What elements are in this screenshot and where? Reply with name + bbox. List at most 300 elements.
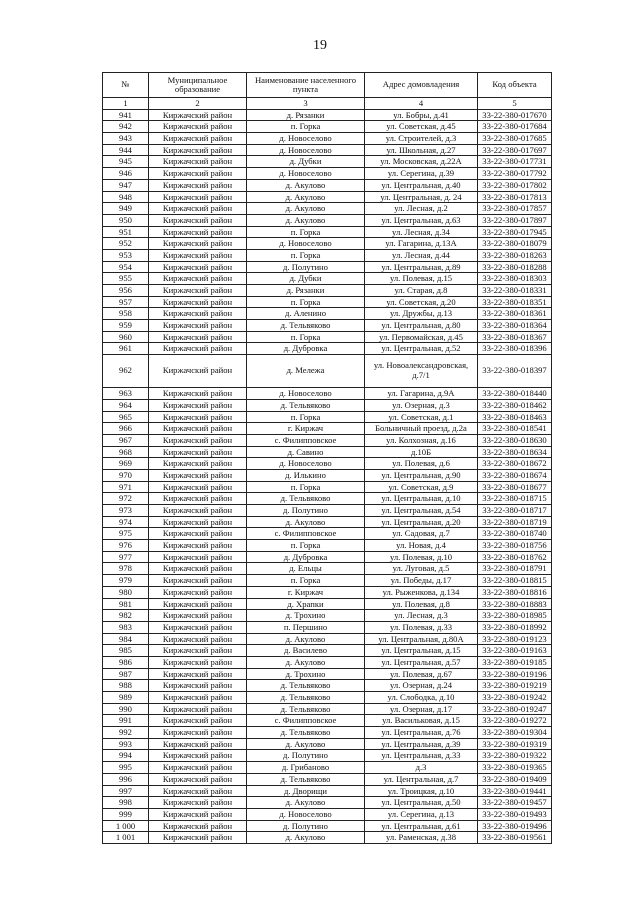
address-cell: ул. Центральная, д.10 xyxy=(365,493,478,505)
settlement-cell: г. Киржач xyxy=(247,586,365,598)
address-cell: Больничный проезд, д.2а xyxy=(365,423,478,435)
row-number: 996 xyxy=(103,773,149,785)
object-code-cell: 33-22-380-017813 xyxy=(478,191,552,203)
municipality-cell: Киржачский район xyxy=(149,458,247,470)
settlement-cell: д. Новоселово xyxy=(247,144,365,156)
object-code-cell: 33-22-380-018462 xyxy=(478,399,552,411)
municipality-cell: Киржачский район xyxy=(149,411,247,423)
municipality-cell: Киржачский район xyxy=(149,133,247,145)
municipality-cell: Киржачский район xyxy=(149,121,247,133)
row-number: 958 xyxy=(103,308,149,320)
municipality-cell: Киржачский район xyxy=(149,645,247,657)
address-cell: ул. Троицкая, д.10 xyxy=(365,785,478,797)
row-number: 995 xyxy=(103,762,149,774)
object-code-cell: 33-22-380-019441 xyxy=(478,785,552,797)
settlement-cell: д. Новоселово xyxy=(247,133,365,145)
object-code-cell: 33-22-380-017897 xyxy=(478,214,552,226)
settlement-cell: д. Рязанки xyxy=(247,109,365,121)
row-number: 963 xyxy=(103,388,149,400)
municipality-cell: Киржачский район xyxy=(149,598,247,610)
row-number: 984 xyxy=(103,633,149,645)
municipality-cell: Киржачский район xyxy=(149,191,247,203)
table-row xyxy=(103,773,552,785)
municipality-cell: Киржачский район xyxy=(149,528,247,540)
settlement-cell: д. Новоселово xyxy=(247,238,365,250)
row-number: 949 xyxy=(103,203,149,215)
row-number: 946 xyxy=(103,168,149,180)
table-row xyxy=(103,144,552,156)
table-row xyxy=(103,226,552,238)
municipality-cell: Киржачский район xyxy=(149,469,247,481)
address-cell: ул. Гагарина, д.13А xyxy=(365,238,478,250)
settlement-cell: д. Дубровка xyxy=(247,551,365,563)
object-code-cell: 33-22-380-019242 xyxy=(478,692,552,704)
header-settlement: Наименование населенного пункта xyxy=(247,73,365,98)
municipality-cell: Киржачский район xyxy=(149,179,247,191)
table-row xyxy=(103,469,552,481)
object-code-cell: 33-22-380-019457 xyxy=(478,797,552,809)
table-row xyxy=(103,762,552,774)
table-row xyxy=(103,285,552,297)
address-cell: ул. Серегина, д.39 xyxy=(365,168,478,180)
settlement-cell: д. Храпки xyxy=(247,598,365,610)
settlement-cell: д. Новоселово xyxy=(247,168,365,180)
row-number: 988 xyxy=(103,680,149,692)
object-code-cell: 33-22-380-019219 xyxy=(478,680,552,692)
municipality-cell: Киржачский район xyxy=(149,399,247,411)
row-number: 990 xyxy=(103,703,149,715)
object-code-cell: 33-22-380-018440 xyxy=(478,388,552,400)
row-number: 985 xyxy=(103,645,149,657)
row-number: 989 xyxy=(103,692,149,704)
address-cell: ул. Озерная, д.3 xyxy=(365,399,478,411)
municipality-cell: Киржачский район xyxy=(149,656,247,668)
settlement-cell: д. Дворищи xyxy=(247,785,365,797)
table-row xyxy=(103,179,552,191)
address-cell: ул. Новая, д.4 xyxy=(365,540,478,552)
settlement-cell: д. Акулово xyxy=(247,179,365,191)
object-code-cell: 33-22-380-018288 xyxy=(478,261,552,273)
municipality-cell: Киржачский район xyxy=(149,505,247,517)
row-number: 953 xyxy=(103,249,149,261)
object-code-cell: 33-22-380-018630 xyxy=(478,434,552,446)
object-code-cell: 33-22-380-019123 xyxy=(478,633,552,645)
object-code-cell: 33-22-380-018367 xyxy=(478,331,552,343)
municipality-cell: Киржачский район xyxy=(149,785,247,797)
table-row xyxy=(103,575,552,587)
object-code-cell: 33-22-380-019272 xyxy=(478,715,552,727)
address-cell: ул. Лесная, д.34 xyxy=(365,226,478,238)
object-code-cell: 33-22-380-019163 xyxy=(478,645,552,657)
table-row xyxy=(103,493,552,505)
table-row xyxy=(103,481,552,493)
municipality-cell: Киржачский район xyxy=(149,156,247,168)
settlement-cell: п. Горка xyxy=(247,226,365,238)
address-cell: ул. Центральная, д.61 xyxy=(365,820,478,832)
address-cell: ул. Центральная, д.90 xyxy=(365,469,478,481)
address-cell: ул. Строителей, д.3 xyxy=(365,133,478,145)
municipality-cell: Киржачский район xyxy=(149,680,247,692)
municipality-cell: Киржачский район xyxy=(149,832,247,844)
table-row xyxy=(103,355,552,388)
settlement-cell: п. Горка xyxy=(247,540,365,552)
object-code-cell: 33-22-380-018717 xyxy=(478,505,552,517)
settlement-cell: п. Першино xyxy=(247,621,365,633)
address-cell: ул. Победы, д.17 xyxy=(365,575,478,587)
municipality-cell: Киржачский район xyxy=(149,423,247,435)
object-code-cell: 33-22-380-018361 xyxy=(478,308,552,320)
settlement-cell: п. Горка xyxy=(247,296,365,308)
object-code-cell: 33-22-380-018303 xyxy=(478,273,552,285)
settlement-cell: д. Дубки xyxy=(247,156,365,168)
address-cell: ул. Полевая, д.33 xyxy=(365,621,478,633)
settlement-cell: д. Полутино xyxy=(247,750,365,762)
address-cell: ул. Центральная, д.57 xyxy=(365,656,478,668)
row-number: 955 xyxy=(103,273,149,285)
address-cell: ул. Центральная, д.7 xyxy=(365,773,478,785)
row-number: 942 xyxy=(103,121,149,133)
address-cell: ул. Советская, д.20 xyxy=(365,296,478,308)
row-number: 952 xyxy=(103,238,149,250)
row-number: 965 xyxy=(103,411,149,423)
address-cell: ул. Центральная, д. 24 xyxy=(365,191,478,203)
address-cell: ул. Московская, д.22А xyxy=(365,156,478,168)
object-code-cell: 33-22-380-019493 xyxy=(478,808,552,820)
address-cell: ул. Центральная, д.50 xyxy=(365,797,478,809)
municipality-cell: Киржачский район xyxy=(149,563,247,575)
row-number: 961 xyxy=(103,343,149,355)
row-number: 966 xyxy=(103,423,149,435)
settlement-cell: д. Трохино xyxy=(247,610,365,622)
table-row xyxy=(103,797,552,809)
settlement-cell: д. Ельцы xyxy=(247,563,365,575)
address-cell: ул. Колхозная, д.16 xyxy=(365,434,478,446)
object-code-cell: 33-22-380-018463 xyxy=(478,411,552,423)
row-number: 976 xyxy=(103,540,149,552)
table-row xyxy=(103,411,552,423)
address-cell: ул. Центральная, д.89 xyxy=(365,261,478,273)
object-code-cell: 33-22-380-018541 xyxy=(478,423,552,435)
settlement-cell: д. Дубровка xyxy=(247,343,365,355)
row-number: 991 xyxy=(103,715,149,727)
table-row xyxy=(103,458,552,470)
address-cell: д.10Б xyxy=(365,446,478,458)
row-number: 969 xyxy=(103,458,149,470)
column-number: 4 xyxy=(365,98,478,110)
municipality-cell: Киржачский район xyxy=(149,808,247,820)
settlement-cell: д. Новоселово xyxy=(247,388,365,400)
settlement-cell: д. Дубки xyxy=(247,273,365,285)
object-code-cell: 33-22-380-018677 xyxy=(478,481,552,493)
municipality-cell: Киржачский район xyxy=(149,797,247,809)
row-number: 974 xyxy=(103,516,149,528)
settlement-cell: д. Тельвяково xyxy=(247,320,365,332)
object-code-cell: 33-22-380-018351 xyxy=(478,296,552,308)
address-cell: ул. Советская, д.9 xyxy=(365,481,478,493)
row-number: 986 xyxy=(103,656,149,668)
object-code-cell: 33-22-380-018791 xyxy=(478,563,552,575)
object-code-cell: 33-22-380-018263 xyxy=(478,249,552,261)
row-number: 983 xyxy=(103,621,149,633)
row-number: 975 xyxy=(103,528,149,540)
row-number: 1 000 xyxy=(103,820,149,832)
row-number: 971 xyxy=(103,481,149,493)
row-number: 962 xyxy=(103,355,149,388)
address-cell: ул. Полевая, д.15 xyxy=(365,273,478,285)
row-number: 944 xyxy=(103,144,149,156)
address-cell: ул. Центральная, д.80А xyxy=(365,633,478,645)
address-cell: ул. Полевая, д.8 xyxy=(365,598,478,610)
object-code-cell: 33-22-380-019365 xyxy=(478,762,552,774)
table-row xyxy=(103,633,552,645)
row-number: 947 xyxy=(103,179,149,191)
settlement-cell: д. Илькино xyxy=(247,469,365,481)
address-cell: ул. Озерная, д.17 xyxy=(365,703,478,715)
municipality-cell: Киржачский район xyxy=(149,296,247,308)
object-code-cell: 33-22-380-018992 xyxy=(478,621,552,633)
settlement-cell: д. Василево xyxy=(247,645,365,657)
table-row xyxy=(103,528,552,540)
object-code-cell: 33-22-380-019247 xyxy=(478,703,552,715)
municipality-cell: Киржачский район xyxy=(149,540,247,552)
table-row xyxy=(103,610,552,622)
address-cell: ул. Полевая, д.6 xyxy=(365,458,478,470)
table-row xyxy=(103,727,552,739)
object-code-cell: 33-22-380-017670 xyxy=(478,109,552,121)
object-code-cell: 33-22-380-018985 xyxy=(478,610,552,622)
settlement-cell: п. Горка xyxy=(247,481,365,493)
object-code-cell: 33-22-380-018883 xyxy=(478,598,552,610)
settlement-cell: д. Мележа xyxy=(247,355,365,388)
address-cell: ул. Школьная, д.27 xyxy=(365,144,478,156)
row-number: 997 xyxy=(103,785,149,797)
register-table xyxy=(102,72,552,844)
table-row xyxy=(103,133,552,145)
settlement-cell: п. Горка xyxy=(247,121,365,133)
row-number: 941 xyxy=(103,109,149,121)
municipality-cell: Киржачский район xyxy=(149,238,247,250)
municipality-cell: Киржачский район xyxy=(149,273,247,285)
row-number: 977 xyxy=(103,551,149,563)
table-row xyxy=(103,388,552,400)
object-code-cell: 33-22-380-017802 xyxy=(478,179,552,191)
table-row xyxy=(103,692,552,704)
row-number: 967 xyxy=(103,434,149,446)
column-number: 5 xyxy=(478,98,552,110)
object-code-cell: 33-22-380-017857 xyxy=(478,203,552,215)
table-row xyxy=(103,656,552,668)
address-cell: ул. Центральная, д.76 xyxy=(365,727,478,739)
header-municipality: Муниципальное образование xyxy=(149,73,247,98)
row-number: 979 xyxy=(103,575,149,587)
address-cell: ул. Центральная, д.63 xyxy=(365,214,478,226)
table-row xyxy=(103,668,552,680)
object-code-cell: 33-22-380-018397 xyxy=(478,355,552,388)
table-body xyxy=(103,109,552,843)
table-row xyxy=(103,598,552,610)
municipality-cell: Киржачский район xyxy=(149,203,247,215)
municipality-cell: Киржачский район xyxy=(149,738,247,750)
settlement-cell: с. Филипповское xyxy=(247,434,365,446)
municipality-cell: Киржачский район xyxy=(149,668,247,680)
municipality-cell: Киржачский район xyxy=(149,715,247,727)
row-number: 998 xyxy=(103,797,149,809)
table-row xyxy=(103,832,552,844)
settlement-cell: д. Акулово xyxy=(247,656,365,668)
row-number: 951 xyxy=(103,226,149,238)
address-cell: ул. Озерная, д.24 xyxy=(365,680,478,692)
address-cell: ул. Центральная, д.15 xyxy=(365,645,478,657)
address-cell: ул. Центральная, д.80 xyxy=(365,320,478,332)
address-cell: ул. Центральная, д.33 xyxy=(365,750,478,762)
municipality-cell: Киржачский район xyxy=(149,331,247,343)
object-code-cell: 33-22-380-018672 xyxy=(478,458,552,470)
table-row xyxy=(103,423,552,435)
address-cell: ул. Лесная, д.44 xyxy=(365,249,478,261)
address-cell: ул. Старая, д.8 xyxy=(365,285,478,297)
municipality-cell: Киржачский район xyxy=(149,575,247,587)
table-row xyxy=(103,168,552,180)
address-cell: ул. Советская, д.1 xyxy=(365,411,478,423)
municipality-cell: Киржачский район xyxy=(149,261,247,273)
settlement-cell: с. Филипповское xyxy=(247,528,365,540)
row-number: 968 xyxy=(103,446,149,458)
municipality-cell: Киржачский район xyxy=(149,109,247,121)
page-number: 19 xyxy=(313,38,327,53)
municipality-cell: Киржачский район xyxy=(149,516,247,528)
settlement-cell: д. Тельвяково xyxy=(247,727,365,739)
row-number: 973 xyxy=(103,505,149,517)
object-code-cell: 33-22-380-019304 xyxy=(478,727,552,739)
object-code-cell: 33-22-380-017792 xyxy=(478,168,552,180)
settlement-cell: д. Акулово xyxy=(247,516,365,528)
address-cell: ул. Гагарина, д.9А xyxy=(365,388,478,400)
settlement-cell: д. Акулово xyxy=(247,191,365,203)
table-row xyxy=(103,249,552,261)
settlement-cell: д. Тельвяково xyxy=(247,680,365,692)
municipality-cell: Киржачский район xyxy=(149,762,247,774)
row-number: 970 xyxy=(103,469,149,481)
table-row xyxy=(103,551,552,563)
object-code-cell: 33-22-380-018364 xyxy=(478,320,552,332)
municipality-cell: Киржачский район xyxy=(149,493,247,505)
municipality-cell: Киржачский район xyxy=(149,434,247,446)
object-code-cell: 33-22-380-019496 xyxy=(478,820,552,832)
table-row xyxy=(103,238,552,250)
row-number: 964 xyxy=(103,399,149,411)
column-number: 1 xyxy=(103,98,149,110)
address-cell: ул. Дружбы, д.13 xyxy=(365,308,478,320)
object-code-cell: 33-22-380-018740 xyxy=(478,528,552,540)
row-number: 994 xyxy=(103,750,149,762)
municipality-cell: Киржачский район xyxy=(149,226,247,238)
table-row xyxy=(103,645,552,657)
address-cell: ул. Рыженкова, д.134 xyxy=(365,586,478,598)
table-row xyxy=(103,296,552,308)
object-code-cell: 33-22-380-019196 xyxy=(478,668,552,680)
municipality-cell: Киржачский район xyxy=(149,285,247,297)
table-row xyxy=(103,109,552,121)
address-cell: ул. Центральная, д.52 xyxy=(365,343,478,355)
row-number: 987 xyxy=(103,668,149,680)
row-number: 943 xyxy=(103,133,149,145)
object-code-cell: 33-22-380-018719 xyxy=(478,516,552,528)
table-row xyxy=(103,703,552,715)
settlement-cell: д. Тельвяково xyxy=(247,703,365,715)
settlement-cell: д. Акулово xyxy=(247,797,365,809)
table-row xyxy=(103,680,552,692)
row-number: 972 xyxy=(103,493,149,505)
municipality-cell: Киржачский район xyxy=(149,586,247,598)
address-cell: ул. Бобры, д.41 xyxy=(365,109,478,121)
row-number: 960 xyxy=(103,331,149,343)
address-cell: ул. Первомайская, д.45 xyxy=(365,331,478,343)
row-number: 957 xyxy=(103,296,149,308)
municipality-cell: Киржачский район xyxy=(149,481,247,493)
object-code-cell: 33-22-380-019409 xyxy=(478,773,552,785)
municipality-cell: Киржачский район xyxy=(149,610,247,622)
object-code-cell: 33-22-380-017697 xyxy=(478,144,552,156)
settlement-cell: п. Горка xyxy=(247,411,365,423)
object-code-cell: 33-22-380-019185 xyxy=(478,656,552,668)
object-code-cell: 33-22-380-019561 xyxy=(478,832,552,844)
municipality-cell: Киржачский район xyxy=(149,320,247,332)
address-cell: ул. Советская, д.45 xyxy=(365,121,478,133)
object-code-cell: 33-22-380-018815 xyxy=(478,575,552,587)
municipality-cell: Киржачский район xyxy=(149,692,247,704)
municipality-cell: Киржачский район xyxy=(149,703,247,715)
column-number: 2 xyxy=(149,98,247,110)
settlement-cell: д. Акулово xyxy=(247,633,365,645)
object-code-cell: 33-22-380-017945 xyxy=(478,226,552,238)
settlement-cell: д. Тельвяково xyxy=(247,773,365,785)
object-code-cell: 33-22-380-018079 xyxy=(478,238,552,250)
table-row xyxy=(103,738,552,750)
table-row xyxy=(103,331,552,343)
settlement-cell: п. Горка xyxy=(247,331,365,343)
header-address: Адрес домовладения xyxy=(365,73,478,98)
header-number: № xyxy=(103,73,149,98)
municipality-cell: Киржачский район xyxy=(149,727,247,739)
table-row xyxy=(103,621,552,633)
settlement-cell: д. Тельвяково xyxy=(247,692,365,704)
table-row xyxy=(103,808,552,820)
table-row xyxy=(103,156,552,168)
settlement-cell: д. Рязанки xyxy=(247,285,365,297)
row-number: 956 xyxy=(103,285,149,297)
object-code-cell: 33-22-380-017731 xyxy=(478,156,552,168)
municipality-cell: Киржачский район xyxy=(149,446,247,458)
object-code-cell: 33-22-380-018674 xyxy=(478,469,552,481)
table-row xyxy=(103,121,552,133)
settlement-cell: г. Киржач xyxy=(247,423,365,435)
municipality-cell: Киржачский район xyxy=(149,249,247,261)
settlement-cell: д. Тельвяково xyxy=(247,493,365,505)
row-number: 978 xyxy=(103,563,149,575)
object-code-cell: 33-22-380-018762 xyxy=(478,551,552,563)
row-number: 948 xyxy=(103,191,149,203)
header-object-code: Код объекта xyxy=(478,73,552,98)
settlement-cell: д. Тельвяково xyxy=(247,399,365,411)
object-code-cell: 33-22-380-019322 xyxy=(478,750,552,762)
address-cell: ул. Новоалександровская, д.7/1 xyxy=(365,355,478,388)
address-cell: ул. Луговая, д.5 xyxy=(365,563,478,575)
object-code-cell: 33-22-380-018634 xyxy=(478,446,552,458)
address-cell: ул. Полевая, д.10 xyxy=(365,551,478,563)
table-row xyxy=(103,343,552,355)
municipality-cell: Киржачский район xyxy=(149,388,247,400)
settlement-cell: д. Акулово xyxy=(247,832,365,844)
